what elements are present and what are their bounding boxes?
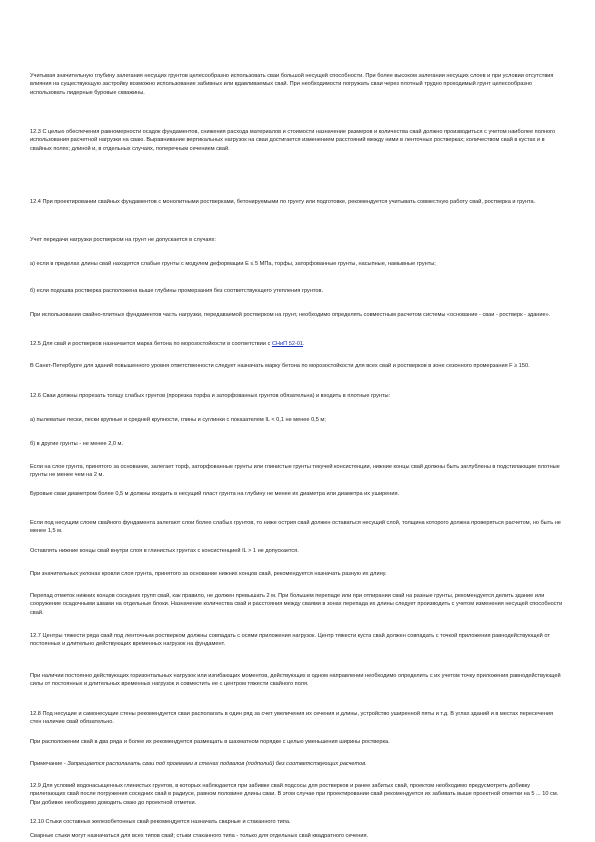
paragraph-welded-joints [30, 832, 565, 840]
note-label: Примечание - [30, 761, 68, 767]
paragraph-text: Перепад отметок нижних концов соседних групп свай, как правило, не должен превышать 2 м. При большем перепаде или при отпирании свай на разные грунты, рекомендуется делить здание или сооружение осадочными швами на отдельные блоки. Назначение количества свай и расстояния между сваями в зонах перепада их длины следует производить с учетом изменения несущей способности свай. [30, 593, 563, 616]
paragraph-pile-raft [30, 311, 565, 319]
paragraph-text: В Санкт-Петербурге для зданий повышенного уровня ответственности следует назначать марку бетона по морозостойкости для всех свай и ростверков в зоне сезонного промерзания F ≥ 150. [30, 363, 530, 369]
paragraph-peat-layer [30, 463, 565, 480]
paragraph-text: Оставлять нижние концы свай внутри слоя в глинистых грунтах с консистенцией IL > 1 не допускается. [30, 548, 299, 554]
paragraph-text: 12.7 Центры тяжести ряда свай под ленточным ростверком должны совпадать с осями приложения нагрузок. Центр тяжести куста свай должен совпадать с точкой приложения равнодействующей от постоянных и длительно действующих временных нагрузок на фундамент. [30, 633, 550, 648]
paragraph-embed-b [30, 440, 565, 448]
paragraph-slope [30, 570, 565, 578]
paragraph-text: При значительных уклонах кровли слоя грунта, принятого за основание нижних концов свай, рекомендуется назначать разную их длину. [30, 571, 387, 577]
paragraph-text: 12.4 При проектировании свайных фундаментов с монолитными ростверками, бетонируемыми по грунту или подготовке, рекомендуется учитывать совместную работу свай, ростверка и грунта. [30, 199, 536, 205]
paragraph-intro [30, 72, 565, 97]
paragraph-text: 12.9 Для условий водонасыщенных глинистых грунтов, в которых наблюдается при забивке свай подсосы для ростверков и ранее забитых свай, проектом необходимо предусмотреть добивку прилегающих свай после погружения соседних свай в радиусе, равном половине длины сваи. В этом случае при проектировании свай рекомендуется их забивать выше проектной отметки на 5 ... 10 см. При добивке необходимо доводить сваю до проектной отметки. [30, 783, 559, 806]
paragraph-text: При наличии постоянно действующих горизонтальных нагрузок или изгибающих моментов, действующих в одном направлении необходимо определить с их учетом точку приложения равнодействующей силы от постоянных и длительных временных нагрузок и совместить ее с центром тяжести свайного поля. [30, 673, 561, 688]
paragraph-text: Сварные стыки могут назначаться для всех типов свай; стыки стаканного типа - только для отдельных свай квадратного сечения. [30, 833, 369, 839]
paragraph-text: При расположении свай в два ряда и более их рекомендуется размещать в шахматном порядке с целью уменьшения ширины ростверка. [30, 739, 390, 745]
paragraph-bored-piles [30, 490, 565, 498]
paragraph-text-end: . [303, 341, 305, 347]
paragraph-weak-layers [30, 519, 565, 536]
paragraph-text: 12.3 С целью обеспечения равномерности осадок фундаментов, снижения расхода материалов и стоимости назначение размеров и количества свай должно производиться с учетом наиболее полного использования расчетной нагрузки на сваю. Выравнивание вертикальных нагрузок на сваи достигается изменением расстояний между ними в ленточных ростверках; количеством свай в кустах и в свайных полях; длиной и, в отдельных случаях, поперечным сечением свай. [30, 129, 556, 152]
paragraph-12-9 [30, 782, 565, 807]
paragraph-text: 12.6 Сваи должны прорезать толщу слабых грунтов (прорезка торфа и заторфованных грунтов обязательна) и входить в плотные грунты: [30, 393, 391, 399]
paragraph-exception-b [30, 287, 565, 295]
paragraph-text: Учет передачи нагрузки ростверком на грунт не допускается в случаях: [30, 237, 216, 243]
paragraph-text: Если на слое грунта, принятого за основание, залегает торф, заторфованные грунты или глинистые грунты текучей консистенции, нижние концы свай должны быть заглублены в подстилающие плотные грунты не менее чем на 2 м. [30, 464, 560, 479]
paragraph-text: Если под несущим слоем свайного фундамента залегают слои более слабых грунтов, то ниже острия свай должен оставаться несущий слой, толщина которого должна проверяться расчетом, но быть не менее 1,5 м. [30, 520, 561, 535]
paragraph-two-rows [30, 738, 565, 746]
snip-reference-link[interactable]: СНиП 52-01 [271, 341, 304, 347]
paragraph-text: При использовании свайно-плитных фундаментов часть нагрузки, передаваемой ростверком на грунт, необходимо определять совместным расчетом системы «основание - сваи - ростверк - здание». [30, 312, 551, 318]
paragraph-text: 12.5 Для свай и ростверков назначается марка бетона по морозостойкости в соответствии с [30, 341, 272, 347]
paragraph-text: Учитывая значительную глубину залегания несущих грунтов целесообразно использовать сваи большой несущей способности. При более высоком залегании несущих слоев и при условии отсутствия влияния на существующую застройку возможно использование забивных или вдавливаемых свай. При необходимости погружать сваи через плотный трудно проходимый грунт целесообразно использовать лидерные буровые скважины. [30, 73, 554, 96]
note-text: Запрещается располагать сваи под проемами в стенах подвалов (подполий) без соответствующих расчетов. [67, 761, 367, 767]
paragraph-text: а) если в пределах длины свай находятся слабые грунты с модулем деформации Е ≤ 5 МПа, торфы, заторфованные грунты, насыпные, намывные грунты; [30, 261, 436, 267]
paragraph-12-10 [30, 818, 565, 826]
document-page [30, 0, 565, 842]
paragraph-text: а) пылеватые пески, пески крупные и средней крупности, глины и суглинки с показателем IL < 0,1 не менее 0,5 м; [30, 417, 326, 423]
paragraph-exceptions-intro [30, 236, 565, 244]
paragraph-12-6 [30, 392, 565, 400]
paragraph-embed-a [30, 416, 565, 424]
paragraph-horizontal-loads [30, 672, 565, 689]
paragraph-12-4 [30, 198, 565, 206]
paragraph-spb-frost [30, 362, 565, 370]
paragraph-text: 12.8 Под несущие и самонесущие стены рекомендуется сваи располагать в один ряд за счет увеличения их сечения и длины, устройство уширенной пяты и т.д. В углах зданий и в местах пересечения стен наличие свай обязательно. [30, 711, 553, 726]
paragraph-exception-a [30, 260, 565, 268]
paragraph-note [30, 760, 565, 768]
paragraph-12-5 [30, 340, 565, 348]
paragraph-level-difference [30, 592, 565, 617]
paragraph-text: 12.10 Стыки составных железобетонных свай рекомендуется назначать сварные и стаканного типа. [30, 819, 291, 825]
paragraph-12-3 [30, 128, 565, 153]
paragraph-12-7 [30, 632, 565, 649]
paragraph-consistency [30, 547, 565, 555]
paragraph-text: Буровые сваи диаметром более 0,5 м должны входить в несущий пласт грунта на глубину не менее их диаметра или диаметра их уширения. [30, 491, 400, 497]
paragraph-text: б) если подошва ростверка расположена выше глубины промерзания без соответствующего утепления грунтов. [30, 288, 324, 294]
paragraph-text: б) в другие грунты - не менее 2,0 м. [30, 441, 123, 447]
paragraph-12-8 [30, 710, 565, 727]
